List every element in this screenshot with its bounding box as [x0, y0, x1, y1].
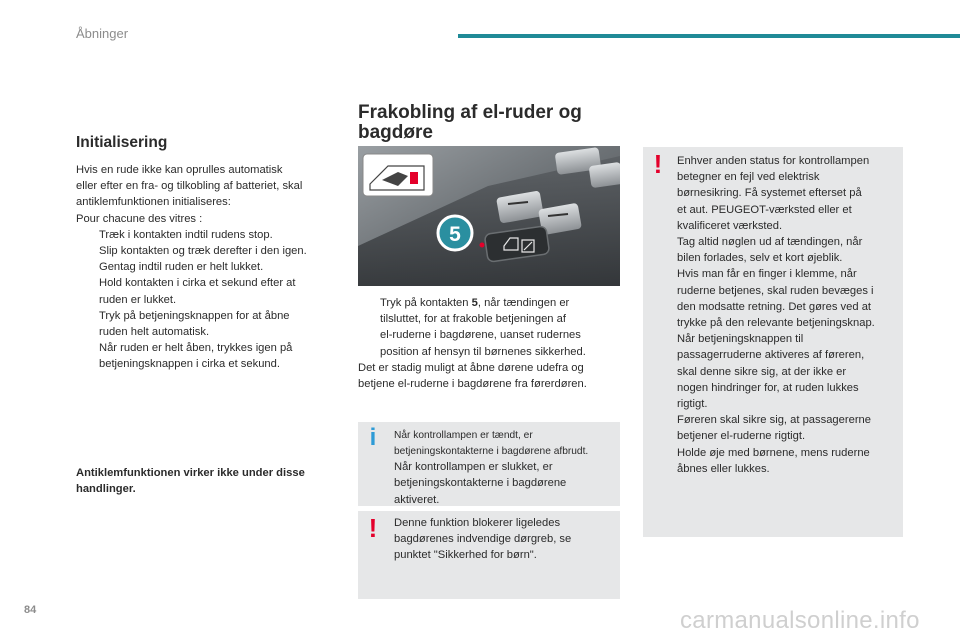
- step-line: betjeningsknappen i cirka et sekund.: [99, 358, 280, 371]
- initialisering-heading: Initialisering: [76, 134, 168, 151]
- chapter-title: Åbninger: [76, 26, 129, 41]
- list-item: [76, 227, 338, 243]
- step-line: tilsluttet, for at frakoble betjeningen af: [380, 313, 566, 326]
- step-line: Slip kontakten og træk derefter i den igen.: [99, 245, 307, 258]
- intro-line: eller efter en fra- og tilkobling af batteriet, skal: [76, 180, 303, 193]
- intro-line: Pour chacune des vitres :: [76, 212, 203, 225]
- antiklem-note: [76, 465, 338, 497]
- safety-warning-box: [643, 147, 903, 537]
- frakobling-body: [358, 295, 620, 392]
- after-line: Det er stadig muligt at åbne dørene udefra og: [358, 361, 584, 374]
- step-line: Tryk på betjeningsknappen for at åbne: [99, 309, 290, 322]
- heading-line: Frakobling af el-ruder og: [358, 102, 582, 123]
- list-item: [76, 275, 338, 307]
- note-line: Antiklemfunktionen virker ikke under disse: [76, 467, 305, 479]
- safety-warning-text: Enhver anden status for kontrollampen betegner en fejl ved elektrisk børnesikring. Få systemet efterset på et aut. PEUGEOT-værksted eller et kvalificeret værksted. Tag altid nøglen ud af tændingen, når bilen forlades, selv et kort øjeblik. Hvis man får en finger i klemme, når ruderne betjenes, skal ruden bevæges i den modsatte retning. Det gøres ved at trykke på den relevante betjeningsknap. Når betjeningsknappen til passagerruderne aktiveres af føreren, skal denne sikre sig, at der ikke er nogen hindringer for, at ruden lukkes rigtigt. Føreren skal sikre sig, at passagererne betjener el-ruderne rigtigt. Holde øje med børnene, mens ruderne åbnes eller lukkes.: [677, 155, 875, 475]
- frakobling-steps: [358, 295, 620, 360]
- list-item: [76, 340, 338, 372]
- intro-line: antiklemfunktionen initialiseres:: [76, 196, 231, 209]
- note-line: handlinger.: [76, 483, 136, 496]
- warning-icon: !: [368, 513, 378, 543]
- frakobling-after: [358, 360, 620, 392]
- door-switch-illustration: [358, 146, 620, 286]
- heading-line: bagdøre: [358, 122, 433, 143]
- initialisering-steps: [76, 227, 338, 373]
- step-line: el-ruderne i bagdørene, uanset rudernes: [380, 329, 581, 342]
- warning-icon: !: [653, 149, 663, 179]
- step-line: position af hensyn til børnenes sikkerhed.: [380, 345, 586, 358]
- list-item: [76, 308, 338, 340]
- door-switch-photo: [358, 146, 620, 286]
- page-number: 84: [24, 604, 37, 616]
- warning-text: Denne funktion blokerer ligeledes bagdørenes indvendige dørgreb, se punktet "Sikkerhed for børn".: [394, 517, 572, 562]
- list-item: [358, 295, 620, 360]
- info-icon: i: [369, 424, 377, 451]
- watermark: carmanualsonline.info: [680, 607, 920, 634]
- intro-line: Hvis en rude ikke kan oprulles automatisk: [76, 164, 283, 176]
- step-line: Gentag indtil ruden er helt lukket.: [99, 261, 264, 274]
- step-line: Træk i kontakten indtil rudens stop.: [99, 228, 273, 241]
- step-line: Hold kontakten i cirka et sekund efter at: [99, 277, 296, 290]
- callout-number: 5: [449, 223, 461, 246]
- info-box: [358, 422, 620, 506]
- frakobling-heading: [358, 103, 628, 143]
- after-line: betjene el-ruderne i bagdørene fra førerdøren.: [358, 378, 587, 391]
- warning-box: [358, 511, 620, 599]
- info-text: Når kontrollampen er tændt, er betjeningskontakterne i bagdørene afbrudt. Når kontrollampen er slukket, er betjeningskontakterne i bagdørene aktiveret.: [394, 430, 589, 506]
- list-item: [76, 243, 338, 275]
- step-line: ruden er lukket.: [99, 293, 177, 306]
- chapter-accent-bar: [458, 34, 960, 38]
- initialisering-intro: [76, 162, 338, 227]
- step-line: Tryk på kontakten 5, når tændingen er: [380, 297, 570, 309]
- switch-number: 5: [471, 297, 478, 309]
- step-line: ruden helt automatisk.: [99, 326, 210, 339]
- step-line: Når ruden er helt åben, trykkes igen på: [99, 342, 293, 355]
- initialisering-section: [76, 134, 338, 373]
